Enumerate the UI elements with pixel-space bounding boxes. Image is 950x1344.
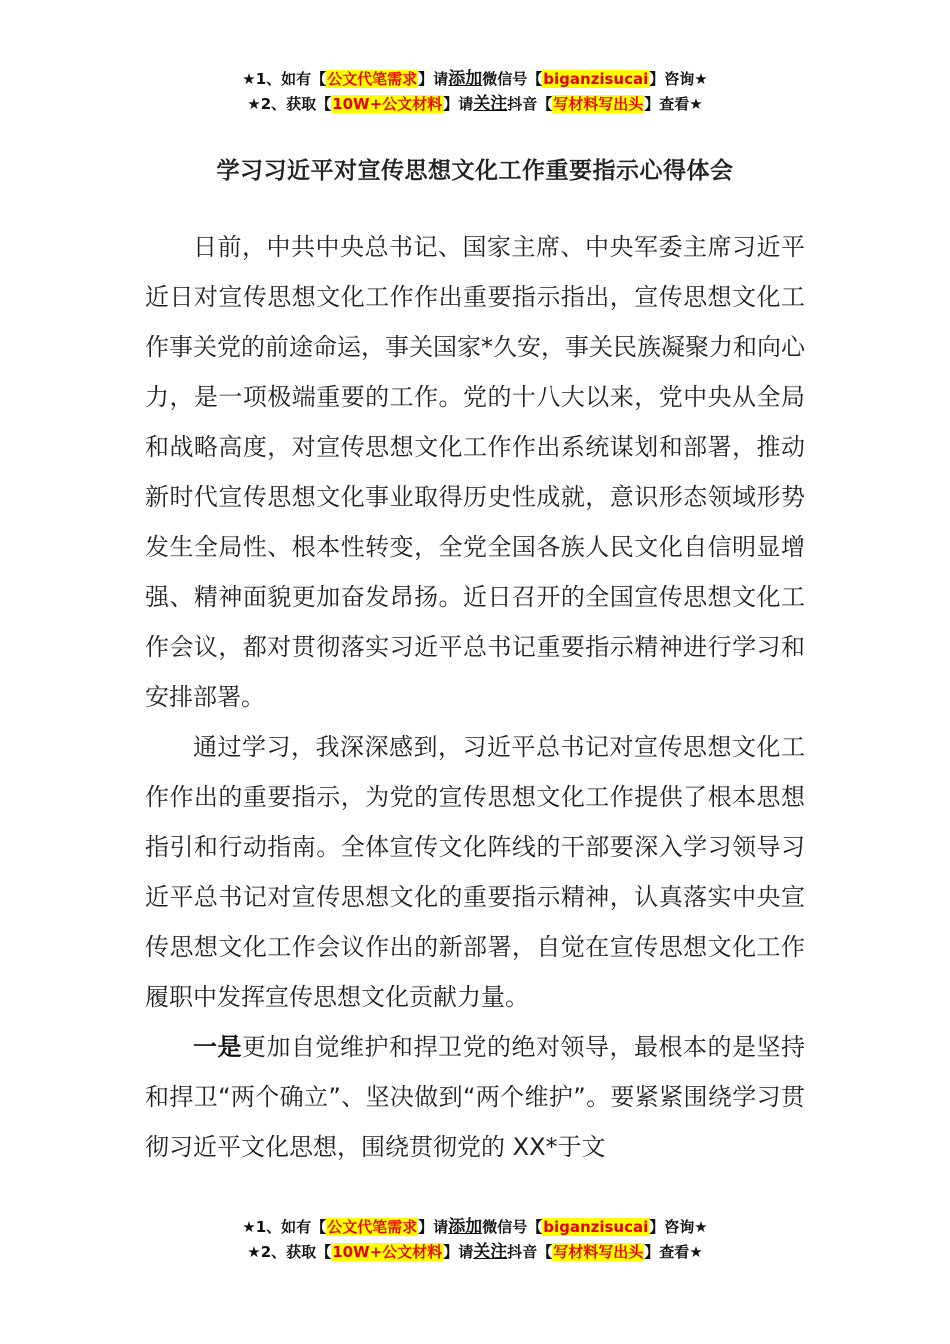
highlight-wechat-id: biganzisucai — [543, 1218, 649, 1236]
highlight-wechat-id: biganzisucai — [543, 70, 649, 88]
document-title: 学习习近平对宣传思想文化工作重要指示心得体会 — [216, 158, 734, 184]
header-banner-line-2: ★2、获取【10W+公文材料】请关注抖音【写材料写出头】查看★ — [247, 94, 703, 114]
highlight-douyin-account: 写材料写出头 — [553, 1243, 644, 1261]
footer-banner-line-1: ★1、如有【公文代笔需求】请添加微信号【biganzisucai】咨询★ — [242, 1217, 708, 1237]
emphasis-add: 添加 — [448, 69, 483, 89]
emphasis-add: 添加 — [448, 1217, 483, 1237]
emphasis-follow: 关注 — [473, 94, 508, 114]
highlight-douyin-account: 写材料写出头 — [553, 95, 644, 113]
point-text: 更加自觉维护和捍卫党的绝对领导，最根本的是坚持和捍卫“两个确立”、坚决做到“两个维护”。要紧紧围绕学习贯彻习近平文化思想，围绕贯彻党的 XX*于文 — [145, 1033, 805, 1161]
document-body — [145, 222, 805, 1172]
highlight-service: 公文代笔需求 — [327, 1218, 418, 1236]
paragraph-3 — [145, 1022, 805, 1172]
header-banner — [0, 67, 950, 117]
footer-banner — [0, 1215, 950, 1265]
footer-banner-line-2: ★2、获取【10W+公文材料】请关注抖音【写材料写出头】查看★ — [247, 1242, 703, 1262]
highlight-service: 公文代笔需求 — [327, 70, 418, 88]
highlight-materials: 10W+公文材料 — [332, 95, 443, 113]
paragraph-2: 通过学习，我深深感到，习近平总书记对宣传思想文化工作作出的重要指示，为党的宣传思想文化工作提供了根本思想指引和行动指南。全体宣传文化阵线的干部要深入学习领导习近平总书记对宣传思想文化的重要指示精神，认真落实中央宣传思想文化工作会议作出的新部署，自觉在宣传思想文化工作履职中发挥宣传思想文化贡献力量。 — [145, 733, 805, 1011]
header-banner-line-1: ★1、如有【公文代笔需求】请添加微信号【biganzisucai】咨询★ — [242, 69, 708, 89]
paragraph-1: 日前，中共中央总书记、国家主席、中央军委主席习近平近日对宣传思想文化工作作出重要指示指出，宣传思想文化工作事关党的前途命运，事关国家*久安，事关民族凝聚力和向心力，是一项极端重要的工作。党的十八大以来，党中央从全局和战略高度，对宣传思想文化工作作出系统谋划和部署，推动新时代宣传思想文化事业取得历史性成就，意识形态领域形势发生全局性、根本性转变，全党全国各族人民文化自信明显增强、精神面貌更加奋发昂扬。近日召开的全国宣传思想文化工作会议，都对贯彻落实习近平总书记重要指示精神进行学习和安排部署。 — [145, 233, 805, 711]
emphasis-follow: 关注 — [473, 1242, 508, 1262]
highlight-materials: 10W+公文材料 — [332, 1243, 443, 1261]
point-lead: 一是 — [193, 1033, 242, 1061]
